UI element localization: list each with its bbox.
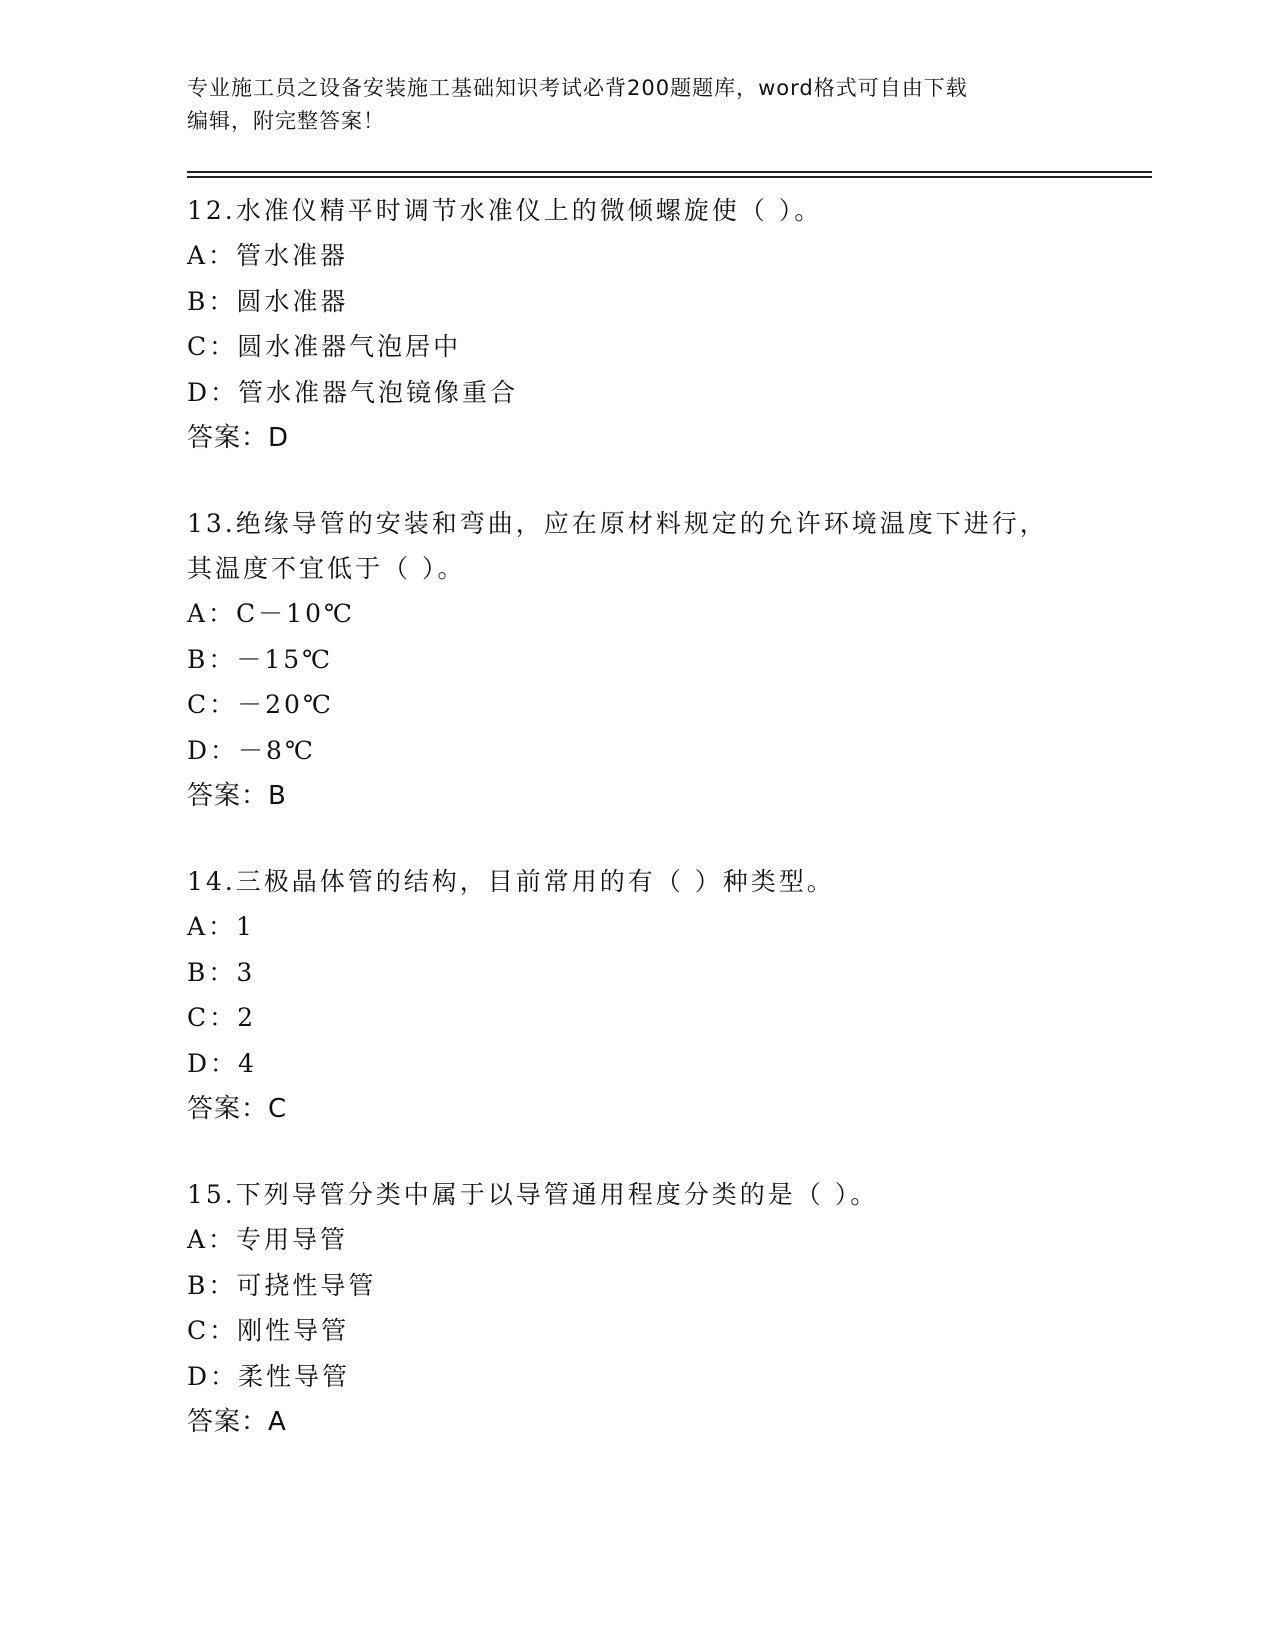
answer: 答案：A (187, 1407, 287, 1437)
header-divider-top (187, 171, 1152, 173)
option-d: D：柔性导管 (187, 1361, 351, 1391)
question-text: 15.下列导管分类中属于以导管通用程度分类的是（ ）。 (187, 1180, 879, 1209)
question-13 (187, 501, 1067, 819)
answer: 答案：C (187, 1094, 288, 1124)
header-divider-bottom (187, 176, 1152, 178)
document-header (187, 72, 1087, 138)
option-a: A：C－10℃ (187, 599, 355, 628)
header-line-1: 专业施工员之设备安装施工基础知识考试必背200题题库，word格式可自由下载 (187, 76, 968, 100)
question-text: 12.水准仪精平时调节水准仪上的微倾螺旋使（ ）。 (187, 196, 823, 225)
option-a: A：1 (187, 912, 255, 941)
answer: 答案：B (187, 781, 287, 811)
answer: 答案：D (187, 423, 290, 453)
option-c: C：圆水准器气泡居中 (187, 332, 462, 361)
question-text-line-1: 13.绝缘导管的安装和弯曲，应在原材料规定的允许环境温度下进行， (187, 509, 1048, 538)
option-d: D：管水准器气泡镜像重合 (187, 377, 519, 407)
option-b: B：－15℃ (187, 644, 334, 674)
option-b: B：3 (187, 957, 256, 987)
option-c: C：刚性导管 (187, 1316, 350, 1345)
option-b: B：圆水准器 (187, 286, 349, 316)
option-a: A：管水准器 (187, 241, 349, 270)
option-a: A：专用导管 (187, 1225, 349, 1254)
option-c: C：－20℃ (187, 690, 334, 719)
option-b: B：可挠性导管 (187, 1270, 377, 1300)
question-14 (187, 859, 1067, 1132)
header-line-2: 编辑，附完整答案！ (187, 109, 385, 133)
question-list (187, 188, 1067, 1485)
question-15 (187, 1172, 1067, 1445)
question-12 (187, 188, 1067, 461)
option-c: C：2 (187, 1003, 257, 1032)
question-text-line-2: 其温度不宜低于（ ）。 (187, 554, 466, 583)
option-d: D：4 (187, 1048, 257, 1078)
option-d: D：－8℃ (187, 735, 316, 765)
question-text: 14.三极晶体管的结构，目前常用的有（ ）种类型。 (187, 867, 835, 896)
